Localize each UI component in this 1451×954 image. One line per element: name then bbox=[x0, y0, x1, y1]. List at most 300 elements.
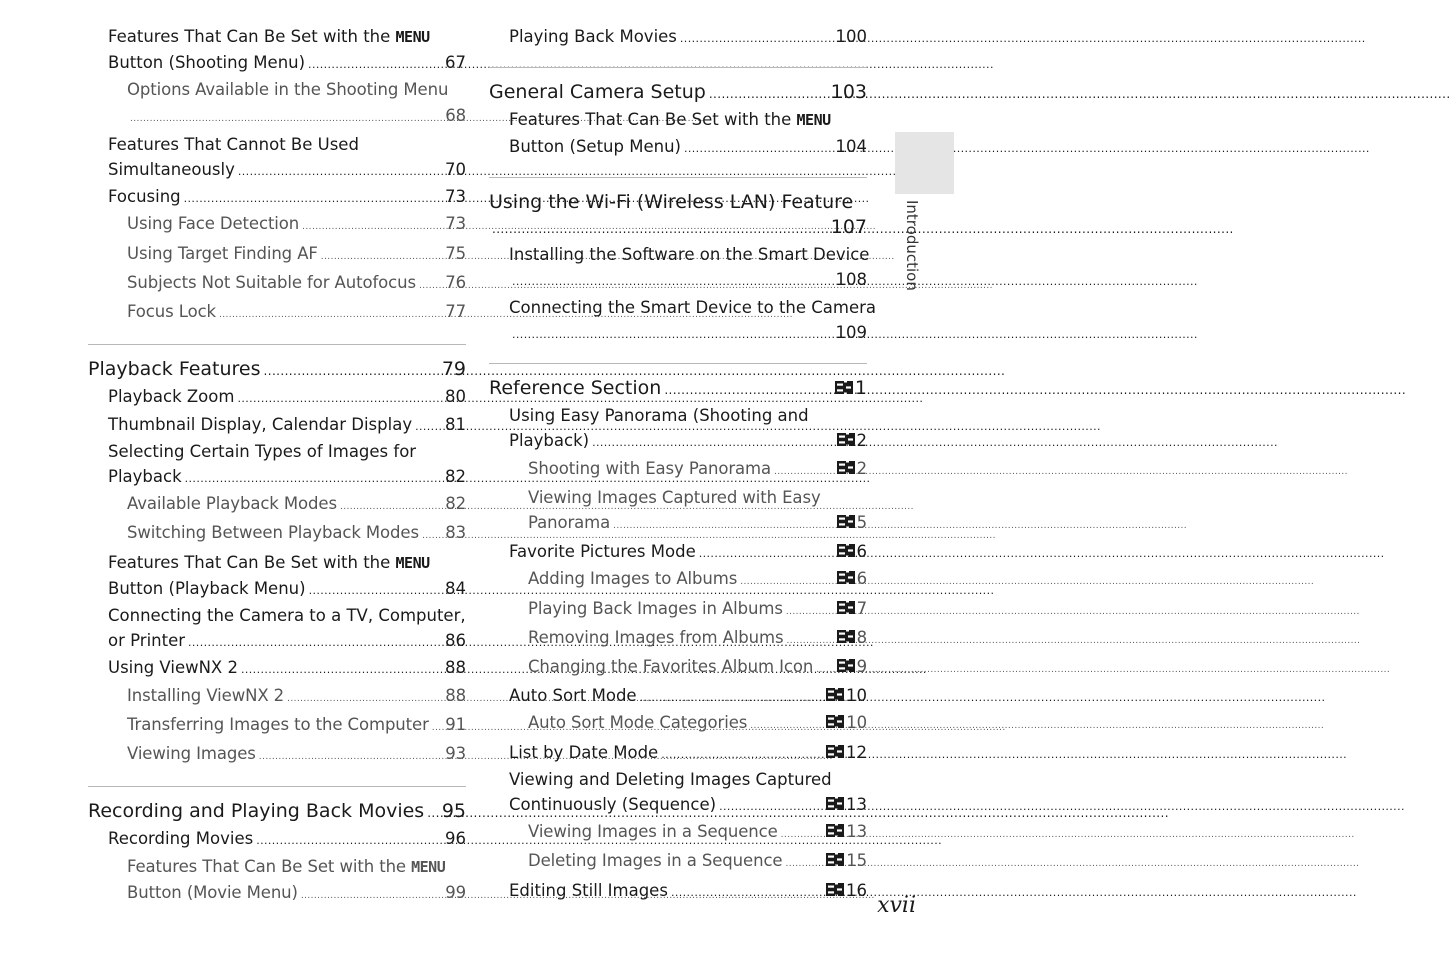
dot-leader bbox=[785, 852, 823, 877]
toc-entry[interactable] bbox=[88, 826, 466, 853]
section-divider bbox=[88, 344, 466, 345]
toc-page-number bbox=[831, 80, 867, 105]
dot-leader bbox=[640, 685, 823, 710]
toc-entry-line bbox=[88, 741, 466, 770]
toc-entry-line bbox=[88, 655, 466, 682]
page-value: 104 bbox=[835, 136, 867, 156]
toc-page-number bbox=[445, 157, 466, 182]
toc-entry[interactable] bbox=[489, 654, 867, 683]
toc-entry-line bbox=[489, 376, 867, 403]
toc-entry-title: General Camera Setup bbox=[489, 81, 706, 104]
toc-page-number bbox=[445, 683, 466, 708]
page-value: 82 bbox=[445, 494, 466, 514]
toc-entry-line bbox=[88, 157, 466, 184]
page-value: 100 bbox=[835, 27, 867, 46]
page-value: 81 bbox=[445, 414, 466, 434]
section-divider bbox=[489, 177, 867, 178]
page-value: 5 bbox=[856, 513, 867, 533]
toc-entry-line bbox=[88, 357, 466, 384]
toc-entry[interactable] bbox=[88, 211, 466, 240]
page-value: 77 bbox=[445, 302, 466, 322]
reference-section-icon bbox=[826, 853, 844, 866]
page-value: 80 bbox=[445, 387, 466, 407]
dot-leader bbox=[238, 159, 442, 184]
toc-page-number bbox=[445, 241, 466, 266]
toc-entry-title: Button (Movie Menu) bbox=[127, 882, 298, 902]
page-value: 16 bbox=[846, 880, 867, 900]
dot-leader bbox=[709, 82, 828, 107]
toc-entry-title: Features That Cannot Be Used bbox=[108, 134, 359, 154]
toc-entry-line bbox=[88, 50, 466, 77]
toc-entry[interactable] bbox=[489, 295, 877, 347]
toc-entry-line bbox=[489, 819, 867, 848]
toc-page-number bbox=[837, 539, 868, 564]
toc-entry-title: Button (Playback Menu) bbox=[108, 578, 306, 598]
page-value: 13 bbox=[846, 822, 867, 842]
toc-entry-title: Deleting Images in a Sequence bbox=[528, 851, 783, 871]
toc-page-number bbox=[836, 320, 868, 345]
dot-leader bbox=[492, 217, 828, 242]
page-value: 7 bbox=[856, 598, 867, 618]
toc-section-heading[interactable] bbox=[489, 80, 867, 107]
toc-page-number bbox=[445, 826, 466, 851]
toc-entry-title: Auto Sort Mode Categories bbox=[528, 713, 748, 733]
menu-button-text: MENU bbox=[411, 857, 446, 876]
page-value: 68 bbox=[445, 105, 466, 125]
toc-entry-line bbox=[88, 384, 466, 411]
toc-entry[interactable] bbox=[489, 566, 867, 595]
toc-entry[interactable] bbox=[489, 710, 867, 739]
toc-entry-title: Installing ViewNX 2 bbox=[127, 685, 285, 705]
toc-entry-line bbox=[88, 628, 466, 655]
reference-section-icon bbox=[837, 601, 855, 614]
toc-entry-line bbox=[88, 880, 466, 909]
toc-entry-line bbox=[489, 456, 867, 485]
toc-entry-line bbox=[88, 132, 466, 157]
toc-entry-line bbox=[489, 107, 867, 133]
dot-leader bbox=[699, 541, 834, 566]
toc-entry-title: Switching Between Playback Modes bbox=[127, 523, 419, 543]
toc-entry-line bbox=[88, 520, 466, 549]
dot-leader bbox=[613, 514, 833, 539]
reference-section-icon bbox=[826, 745, 844, 758]
page-value: 83 bbox=[445, 523, 466, 543]
page-value: 73 bbox=[445, 187, 466, 207]
toc-entry[interactable] bbox=[88, 854, 466, 909]
toc-page-number bbox=[445, 299, 466, 324]
page-value: 108 bbox=[835, 270, 867, 290]
page-value: 2 bbox=[856, 458, 867, 478]
toc-entry[interactable] bbox=[489, 596, 867, 625]
dot-leader bbox=[256, 828, 442, 853]
toc-entry[interactable] bbox=[489, 878, 867, 905]
toc-entry[interactable] bbox=[88, 603, 466, 655]
page-number: xvii bbox=[877, 893, 916, 918]
toc-entry-title: Continuously (Sequence) bbox=[509, 795, 717, 815]
toc-entry-line bbox=[489, 267, 867, 294]
toc-entry-title: Using the Wi-Fi (Wireless LAN) Feature bbox=[489, 190, 854, 213]
toc-section-heading[interactable] bbox=[88, 357, 466, 384]
dot-leader bbox=[287, 687, 442, 712]
dot-leader bbox=[680, 26, 833, 51]
toc-entry-title: Focusing bbox=[108, 187, 181, 207]
toc-page-number bbox=[445, 412, 466, 437]
page-value: 109 bbox=[835, 322, 867, 342]
toc-entry-title: Button (Shooting Menu) bbox=[108, 53, 306, 73]
toc-entry[interactable] bbox=[489, 107, 867, 160]
dot-leader bbox=[432, 716, 442, 741]
toc-entry[interactable] bbox=[88, 412, 466, 439]
toc-entry-line bbox=[489, 710, 867, 739]
toc-entry-line bbox=[489, 242, 870, 267]
dot-leader bbox=[512, 322, 833, 347]
toc-page-number bbox=[445, 576, 466, 601]
toc-entry-title: Auto Sort Mode bbox=[509, 686, 637, 706]
dot-leader bbox=[185, 466, 442, 491]
toc-entry[interactable] bbox=[88, 550, 466, 603]
toc-entry-title: Recording Movies bbox=[108, 829, 254, 849]
toc-page-number bbox=[835, 376, 867, 401]
page-value: 6 bbox=[856, 569, 867, 589]
toc-page-number bbox=[837, 625, 867, 650]
page-value: 12 bbox=[846, 742, 867, 762]
dot-leader bbox=[816, 658, 833, 683]
page-value: 79 bbox=[441, 358, 466, 381]
toc-entry-title: Viewing and Deleting Images Captured bbox=[509, 769, 832, 789]
page-value: 107 bbox=[830, 216, 867, 239]
toc-entry-title: Transferring Images to the Computer bbox=[127, 714, 429, 734]
page-value: 15 bbox=[846, 851, 867, 871]
toc-entry[interactable] bbox=[489, 819, 867, 848]
dot-leader bbox=[592, 430, 833, 455]
page-value: 70 bbox=[445, 160, 466, 180]
page-value: 1 bbox=[854, 377, 867, 400]
toc-left-column bbox=[88, 24, 466, 909]
page-value: 2 bbox=[856, 431, 867, 451]
toc-entry-line bbox=[88, 826, 466, 853]
toc-entry-line bbox=[489, 215, 867, 242]
page-value: 88 bbox=[445, 685, 466, 705]
toc-entry[interactable] bbox=[88, 241, 466, 270]
toc-entry-title: Features That Can Be Set with the MENU bbox=[127, 856, 446, 876]
toc-page-number bbox=[445, 628, 466, 653]
section-tab-label: Introduction bbox=[903, 200, 921, 291]
toc-page-number bbox=[837, 428, 868, 453]
page-value: 91 bbox=[445, 714, 466, 734]
reference-section-icon bbox=[826, 688, 844, 701]
toc-entry-line bbox=[88, 184, 466, 211]
dot-leader bbox=[661, 742, 823, 767]
toc-entry-line bbox=[489, 320, 867, 347]
toc-entry-title: Installing the Software on the Smart Device bbox=[509, 245, 870, 265]
toc-entry-line bbox=[489, 625, 867, 654]
toc-entry-title: Shooting with Easy Panorama bbox=[528, 458, 771, 478]
toc-entry[interactable] bbox=[88, 712, 466, 741]
toc-entry-line bbox=[489, 134, 867, 161]
toc-entry-line bbox=[489, 654, 867, 683]
dot-leader bbox=[237, 386, 442, 411]
page-value: 73 bbox=[445, 214, 466, 234]
toc-entry-line bbox=[489, 596, 867, 625]
reference-section-icon bbox=[837, 515, 855, 528]
toc-entry-title: Selecting Certain Types of Images for bbox=[108, 441, 417, 461]
toc-page-number bbox=[837, 456, 867, 481]
toc-page-number bbox=[445, 464, 466, 489]
dot-leader bbox=[302, 215, 442, 240]
toc-entry-title: Viewing Images Captured with Easy bbox=[528, 487, 821, 507]
reference-section-icon bbox=[826, 715, 844, 728]
page-value: 103 bbox=[830, 81, 867, 104]
toc-page-number bbox=[837, 596, 867, 621]
toc-entry[interactable] bbox=[88, 655, 466, 682]
toc-entry-title: Editing Still Images bbox=[509, 880, 668, 900]
page-value: 6 bbox=[856, 542, 867, 562]
toc-entry-line bbox=[489, 190, 867, 215]
toc-entry[interactable] bbox=[489, 683, 867, 710]
toc-entry-title: Focus Lock bbox=[127, 302, 216, 322]
toc-entry[interactable] bbox=[88, 741, 466, 770]
toc-entry-line bbox=[489, 767, 867, 792]
toc-entry-line bbox=[88, 603, 466, 628]
toc-page-number bbox=[836, 267, 868, 292]
toc-page-number bbox=[445, 655, 466, 680]
toc-entry-line bbox=[489, 848, 867, 877]
reference-section-icon bbox=[826, 797, 844, 810]
dot-leader bbox=[184, 186, 442, 211]
toc-entry-title: Features That Can Be Set with the MENU bbox=[509, 110, 831, 130]
toc-page-number bbox=[826, 878, 867, 903]
toc-entry[interactable] bbox=[88, 491, 466, 520]
toc-entry-title: Removing Images from Albums bbox=[528, 627, 784, 647]
dot-leader bbox=[130, 107, 442, 132]
toc-page-number bbox=[442, 357, 466, 382]
toc-entry-title: Viewing Images bbox=[127, 744, 256, 764]
dot-leader bbox=[684, 136, 833, 161]
toc-entry-line bbox=[88, 24, 466, 50]
toc-page-number bbox=[826, 710, 867, 735]
toc-entry[interactable] bbox=[88, 683, 466, 712]
toc-entry-title: List by Date Mode bbox=[509, 742, 659, 762]
section-divider bbox=[489, 363, 867, 364]
toc-entry[interactable] bbox=[88, 132, 466, 184]
toc-entry-line bbox=[88, 103, 466, 132]
toc-page-number bbox=[826, 792, 867, 817]
toc-entry-title: Reference Section bbox=[489, 377, 662, 400]
dot-leader bbox=[422, 524, 442, 549]
page-value: 95 bbox=[441, 800, 466, 823]
reference-section-icon bbox=[837, 433, 855, 446]
toc-page-number bbox=[445, 712, 466, 737]
dot-leader bbox=[415, 414, 442, 439]
toc-entry[interactable] bbox=[489, 848, 867, 877]
toc-entry-title: Playback bbox=[108, 467, 182, 487]
toc-entry[interactable] bbox=[489, 767, 867, 819]
page-value: 96 bbox=[445, 829, 466, 849]
toc-entry[interactable] bbox=[489, 403, 867, 455]
toc-page-number bbox=[836, 134, 868, 159]
toc-page-number bbox=[836, 24, 868, 49]
page-value: 93 bbox=[445, 744, 466, 764]
dot-leader bbox=[740, 570, 833, 595]
page-value: 8 bbox=[856, 627, 867, 647]
toc-entry-line bbox=[489, 566, 867, 595]
toc-section-heading[interactable] bbox=[489, 190, 867, 242]
dot-leader bbox=[786, 600, 834, 625]
menu-button-text: MENU bbox=[796, 111, 831, 130]
reference-section-icon bbox=[837, 461, 855, 474]
toc-entry-line bbox=[489, 485, 867, 510]
toc-entry-line bbox=[88, 550, 466, 576]
dot-leader bbox=[309, 578, 442, 603]
reference-section-icon bbox=[837, 630, 855, 643]
dot-leader bbox=[719, 794, 823, 819]
toc-entry[interactable] bbox=[489, 456, 867, 485]
toc-entry-line bbox=[88, 412, 466, 439]
toc-entry-line bbox=[489, 403, 867, 428]
dot-leader bbox=[301, 884, 442, 909]
dot-leader bbox=[774, 460, 834, 485]
toc-entry-title: Subjects Not Suitable for Autofocus bbox=[127, 272, 416, 292]
section-divider bbox=[489, 67, 867, 68]
toc-entry-title: Playback Zoom bbox=[108, 387, 235, 407]
toc-entry-line bbox=[489, 740, 867, 767]
toc-entry-line bbox=[489, 24, 867, 51]
toc-entry-title: Using ViewNX 2 bbox=[108, 658, 238, 678]
toc-page-number bbox=[445, 103, 466, 128]
toc-entry-title: Playing Back Movies bbox=[509, 27, 677, 46]
section-tab bbox=[895, 132, 954, 194]
toc-entry-line bbox=[88, 211, 466, 240]
toc-entry-line bbox=[88, 241, 466, 270]
dot-leader bbox=[321, 245, 442, 270]
toc-page-number bbox=[445, 880, 466, 905]
toc-entry-title: Thumbnail Display, Calendar Display bbox=[108, 414, 413, 434]
toc-page-number bbox=[445, 384, 466, 409]
toc-entry[interactable] bbox=[88, 520, 466, 549]
toc-entry-line bbox=[88, 77, 466, 102]
toc-page-number bbox=[837, 566, 867, 591]
toc-entry-title: Playing Back Images in Albums bbox=[528, 598, 783, 618]
menu-button-text: MENU bbox=[395, 28, 430, 46]
toc-entry-line bbox=[88, 576, 466, 603]
toc-entry-line bbox=[88, 299, 466, 328]
toc-entry-line bbox=[489, 792, 867, 819]
dot-leader bbox=[427, 801, 439, 826]
toc-entry-title: Using Target Finding AF bbox=[127, 243, 318, 263]
page-value: 99 bbox=[445, 882, 466, 902]
toc-entry-title: Available Playback Modes bbox=[127, 494, 337, 514]
toc-entry-line bbox=[88, 464, 466, 491]
toc-entry[interactable] bbox=[489, 485, 867, 539]
dot-leader bbox=[241, 657, 442, 682]
toc-page-number bbox=[445, 211, 466, 236]
dot-leader bbox=[308, 52, 442, 77]
toc-entry[interactable] bbox=[489, 625, 867, 654]
toc-page-number bbox=[445, 741, 466, 766]
toc-entry[interactable] bbox=[489, 24, 867, 51]
toc-page-number bbox=[826, 819, 867, 844]
page-value: 9 bbox=[856, 657, 867, 677]
menu-button-text: MENU bbox=[395, 553, 430, 572]
reference-section-icon bbox=[837, 571, 855, 584]
page-value: 10 bbox=[846, 713, 867, 733]
toc-entry-title: Options Available in the Shooting Menu bbox=[127, 80, 449, 100]
toc-page-number bbox=[837, 510, 867, 535]
page-value: 10 bbox=[846, 686, 867, 706]
dot-leader bbox=[340, 495, 442, 520]
toc-page-number bbox=[826, 848, 867, 873]
toc-entry-line bbox=[489, 539, 867, 566]
reference-section-icon bbox=[826, 824, 844, 837]
toc-entry[interactable] bbox=[88, 299, 466, 328]
section-divider bbox=[88, 786, 466, 787]
dot-leader bbox=[264, 359, 439, 384]
toc-page-number bbox=[445, 520, 466, 545]
dot-leader bbox=[419, 274, 442, 299]
toc-page-number bbox=[445, 270, 466, 295]
toc-page-number bbox=[837, 654, 867, 679]
toc-entry-title: or Printer bbox=[108, 631, 186, 651]
toc-section-heading[interactable] bbox=[489, 376, 867, 403]
toc-entry-line bbox=[489, 295, 877, 320]
toc-entry-title: Connecting the Camera to a TV, Computer, bbox=[108, 606, 466, 626]
toc-entry[interactable] bbox=[88, 24, 466, 77]
reference-section-icon bbox=[835, 381, 853, 394]
toc-entry[interactable] bbox=[88, 77, 466, 131]
toc-entry[interactable] bbox=[88, 184, 466, 211]
toc-page-number bbox=[826, 740, 867, 765]
toc-page-number bbox=[445, 491, 466, 516]
toc-entry-line bbox=[88, 439, 466, 464]
toc-entry-title: Viewing Images in a Sequence bbox=[528, 822, 778, 842]
dot-leader bbox=[512, 269, 833, 294]
toc-entry-title: Using Easy Panorama (Shooting and bbox=[509, 406, 809, 426]
toc-entry-line bbox=[489, 80, 867, 107]
toc-entry[interactable] bbox=[88, 439, 466, 491]
page-value: 75 bbox=[445, 243, 466, 263]
dot-leader bbox=[781, 823, 824, 848]
dot-leader bbox=[219, 303, 442, 328]
toc-entry-title: Features That Can Be Set with the MENU bbox=[108, 552, 430, 572]
toc-entry-title: Panorama bbox=[528, 513, 611, 533]
toc-entry[interactable] bbox=[489, 539, 867, 566]
toc-entry-line bbox=[88, 683, 466, 712]
toc-entry-title: Playback) bbox=[509, 431, 590, 451]
toc-entry-line bbox=[489, 683, 867, 710]
toc-entry-line bbox=[489, 428, 867, 455]
toc-entry[interactable] bbox=[489, 740, 867, 767]
toc-entry-line bbox=[88, 799, 466, 826]
page-value: 82 bbox=[445, 467, 466, 487]
reference-section-icon bbox=[826, 883, 844, 896]
toc-entry-title: Simultaneously bbox=[108, 160, 235, 180]
toc-right-column bbox=[489, 24, 877, 905]
page-value: 13 bbox=[846, 795, 867, 815]
toc-section-heading[interactable] bbox=[88, 799, 466, 826]
dot-leader bbox=[259, 745, 442, 770]
dot-leader bbox=[750, 714, 823, 739]
toc-entry[interactable] bbox=[88, 270, 466, 299]
toc-entry-title: Adding Images to Albums bbox=[528, 569, 738, 589]
toc-entry[interactable] bbox=[489, 242, 870, 294]
page-value: 76 bbox=[445, 272, 466, 292]
reference-section-icon bbox=[837, 544, 855, 557]
toc-entry-line bbox=[88, 491, 466, 520]
toc-entry[interactable] bbox=[88, 384, 466, 411]
page-value: 88 bbox=[445, 658, 466, 678]
toc-entry-line bbox=[88, 270, 466, 299]
page-value: 86 bbox=[445, 631, 466, 651]
